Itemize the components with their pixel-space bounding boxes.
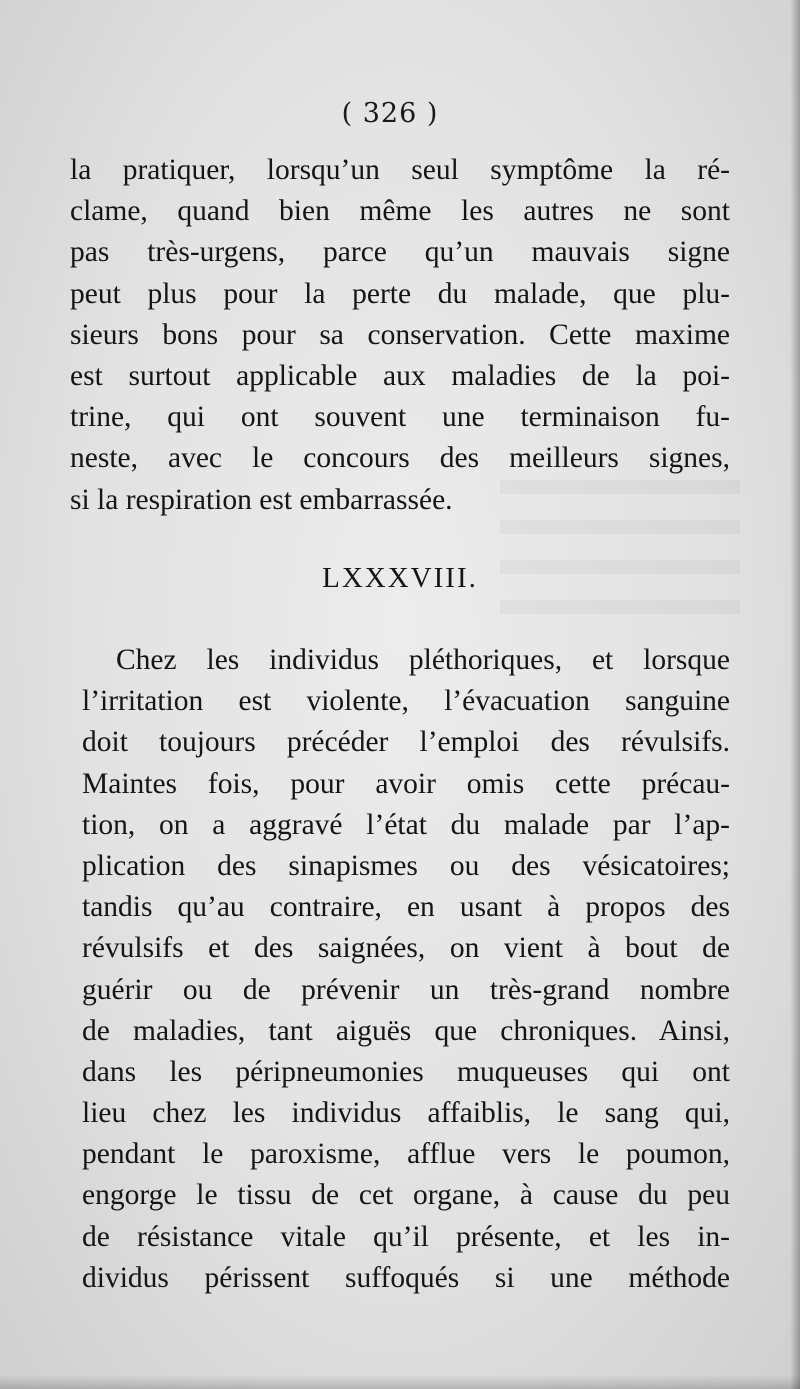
text-line: guérir ou de prévenir un très-grand nombre <box>82 973 730 1006</box>
paragraph-2 <box>82 640 730 1299</box>
text-line: Chez les individus pléthoriques, et lorsque <box>116 644 730 676</box>
section-heading: LXXXVIII. <box>322 562 478 594</box>
text-line: pendant le paroxisme, afflue vers le poumon, <box>82 1138 730 1171</box>
text-line: doit toujours précéder l’emploi des révulsifs. <box>82 726 730 759</box>
text-line: de résistance vitale qu’il présente, et les in- <box>82 1220 730 1253</box>
text-line: peut plus pour la perte du malade, que plu- <box>70 277 730 310</box>
text-line: pas très-urgens, parce qu’un mauvais signe <box>70 236 730 269</box>
text-line: plication des sinapismes ou des vésicatoires; <box>82 849 730 882</box>
text-line: clame, quand bien même les autres ne sont <box>70 195 730 228</box>
page-edge-shadow <box>790 0 800 1389</box>
text-line: de maladies, tant aiguës que chroniques. Ainsi, <box>82 1014 730 1047</box>
text-line: est surtout applicable aux maladies de la poi- <box>70 359 730 392</box>
page-number: ( 326 ) <box>341 98 439 129</box>
text-line: dans les péripneumonies muqueuses qui ont <box>82 1055 730 1088</box>
page-bottom-shadow <box>0 1375 800 1389</box>
text-line: lieu chez les individus affaiblis, le sang qui, <box>82 1097 730 1130</box>
text-line: engorge le tissu de cet organe, à cause du peu <box>82 1179 730 1212</box>
text-line: la pratiquer, lorsqu’un seul symptôme la ré- <box>70 154 730 186</box>
text-line: dividus périssent suffoqués si une méthode <box>82 1261 730 1294</box>
text-line: neste, avec le concours des meilleurs signes, <box>70 442 730 475</box>
text-line: l’irritation est violente, l’évacuation sanguine <box>82 685 730 718</box>
text-line: si la respiration est embarrassée. <box>70 483 453 516</box>
text-line: révulsifs et des saignées, on vient à bout de <box>82 932 730 965</box>
text-line: tion, on a aggravé l’état du malade par l’ap- <box>82 808 730 841</box>
text-line: Maintes fois, pour avoir omis cette précau- <box>82 767 730 800</box>
text-line: sieurs bons pour sa conservation. Cette maxime <box>70 318 730 351</box>
paragraph-1 <box>70 150 730 521</box>
text-line: trine, qui ont souvent une terminaison fu- <box>70 401 730 434</box>
text-line: tandis qu’au contraire, en usant à propos des <box>82 891 730 924</box>
